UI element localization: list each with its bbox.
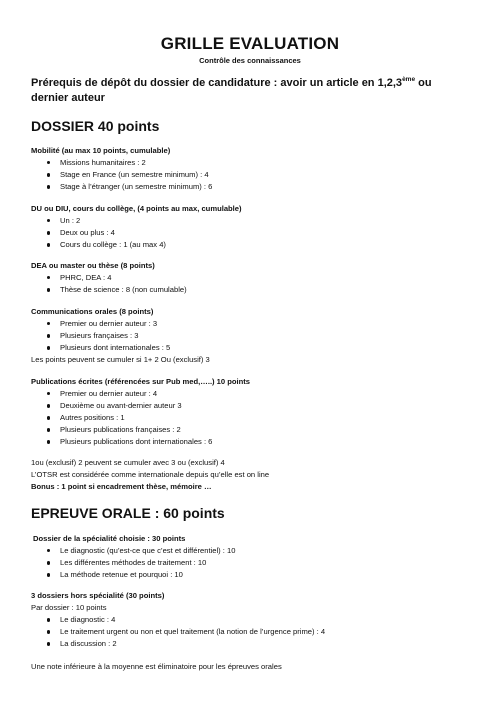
criteria-block-publications (31, 376, 471, 449)
criteria-subheading: Par dossier : 10 points (31, 603, 107, 613)
criteria-list (31, 614, 471, 650)
prereq-superscript: ème (402, 76, 416, 83)
criteria-list (31, 157, 471, 193)
criteria-block-hors-specialite (31, 590, 471, 650)
criteria-heading: Mobilité (au max 10 points, cumulable) (31, 146, 171, 155)
bonus-note: Bonus : 1 point si encadrement thèse, mémoire … (31, 482, 212, 492)
list-item: Le traitement urgent ou non et quel traitement (la notion de l’urgence prime) : 4 (31, 626, 471, 638)
criteria-heading: Dossier de la spécialité choisie : 30 points (33, 534, 186, 543)
list-item: PHRC, DEA : 4 (31, 272, 471, 284)
list-item: Les différentes méthodes de traitement : 10 (31, 557, 471, 569)
prereq-text-after: ou dernier auteur (31, 77, 432, 104)
list-item: Plusieurs publications dont internationales : 6 (31, 436, 471, 448)
list-item: Deuxième ou avant-dernier auteur 3 (31, 400, 471, 412)
list-item: Deux ou plus : 4 (31, 227, 471, 239)
list-item: Stage à l’étranger (un semestre minimum) : 6 (31, 181, 471, 193)
criteria-list (31, 545, 471, 581)
criteria-block-mobilite (31, 145, 471, 193)
criteria-heading: DEA ou master ou thèse (8 points) (31, 261, 155, 270)
list-item: Le diagnostic : 4 (31, 614, 471, 626)
section-title-oral: EPREUVE ORALE : 60 points (31, 505, 225, 521)
prerequisite-note (31, 76, 471, 106)
criteria-note: Une note inférieure à la moyenne est éliminatoire pour les épreuves orales (31, 662, 282, 671)
list-item: Thèse de science : 8 (non cumulable) (31, 284, 471, 296)
list-item: Plusieurs françaises : 3 (31, 330, 471, 342)
criteria-block-communications (31, 306, 471, 366)
criteria-list (31, 318, 471, 354)
criteria-list (31, 388, 471, 448)
final-note (31, 661, 471, 673)
page-subtitle: Contrôle des connaissances (199, 56, 301, 65)
criteria-block-dea (31, 260, 471, 296)
criteria-heading: Communications orales (8 points) (31, 307, 154, 316)
list-item: La méthode retenue et pourquoi : 10 (31, 569, 471, 581)
list-item: Stage en France (un semestre minimum) : 4 (31, 169, 471, 181)
criteria-note: Les points peuvent se cumuler si 1+ 2 Ou (exclusif) 3 (31, 355, 210, 365)
criteria-block-specialite (31, 533, 471, 581)
list-item: Missions humanitaires : 2 (31, 157, 471, 169)
list-item: Premier ou dernier auteur : 3 (31, 318, 471, 330)
criteria-list (31, 215, 471, 251)
section-title-dossier: DOSSIER 40 points (31, 118, 160, 134)
prereq-text-before: Prérequis de dépôt du dossier de candidature : avoir un article en 1,2,3 (31, 77, 403, 89)
list-item: Le diagnostic (qu’est-ce que c’est et différentiel) : 10 (31, 545, 471, 557)
criteria-heading: 3 dossiers hors spécialité (30 points) (31, 591, 165, 600)
criteria-heading: Publications écrites (référencées sur Pub med,…..) 10 points (31, 377, 251, 386)
list-item: La discussion : 2 (31, 638, 471, 650)
list-item: Cours du collège : 1 (au max 4) (31, 239, 471, 251)
list-item: Premier ou dernier auteur : 4 (31, 388, 471, 400)
publications-notes (31, 457, 471, 493)
criteria-block-du (31, 203, 471, 251)
page-title: GRILLE EVALUATION (160, 34, 340, 53)
criteria-note: L’OTSR est considérée comme internationale depuis qu’elle est on line (31, 470, 270, 480)
criteria-heading: DU ou DIU, cours du collège, (4 points au max, cumulable) (31, 204, 242, 213)
list-item: Plusieurs dont internationales : 5 (31, 342, 471, 354)
list-item: Plusieurs publications françaises : 2 (31, 424, 471, 436)
criteria-list (31, 272, 471, 296)
criteria-note: 1ou (exclusif) 2 peuvent se cumuler avec 3 ou (exclusif) 4 (31, 458, 225, 467)
list-item: Autres positions : 1 (31, 412, 471, 424)
list-item: Un : 2 (31, 215, 471, 227)
